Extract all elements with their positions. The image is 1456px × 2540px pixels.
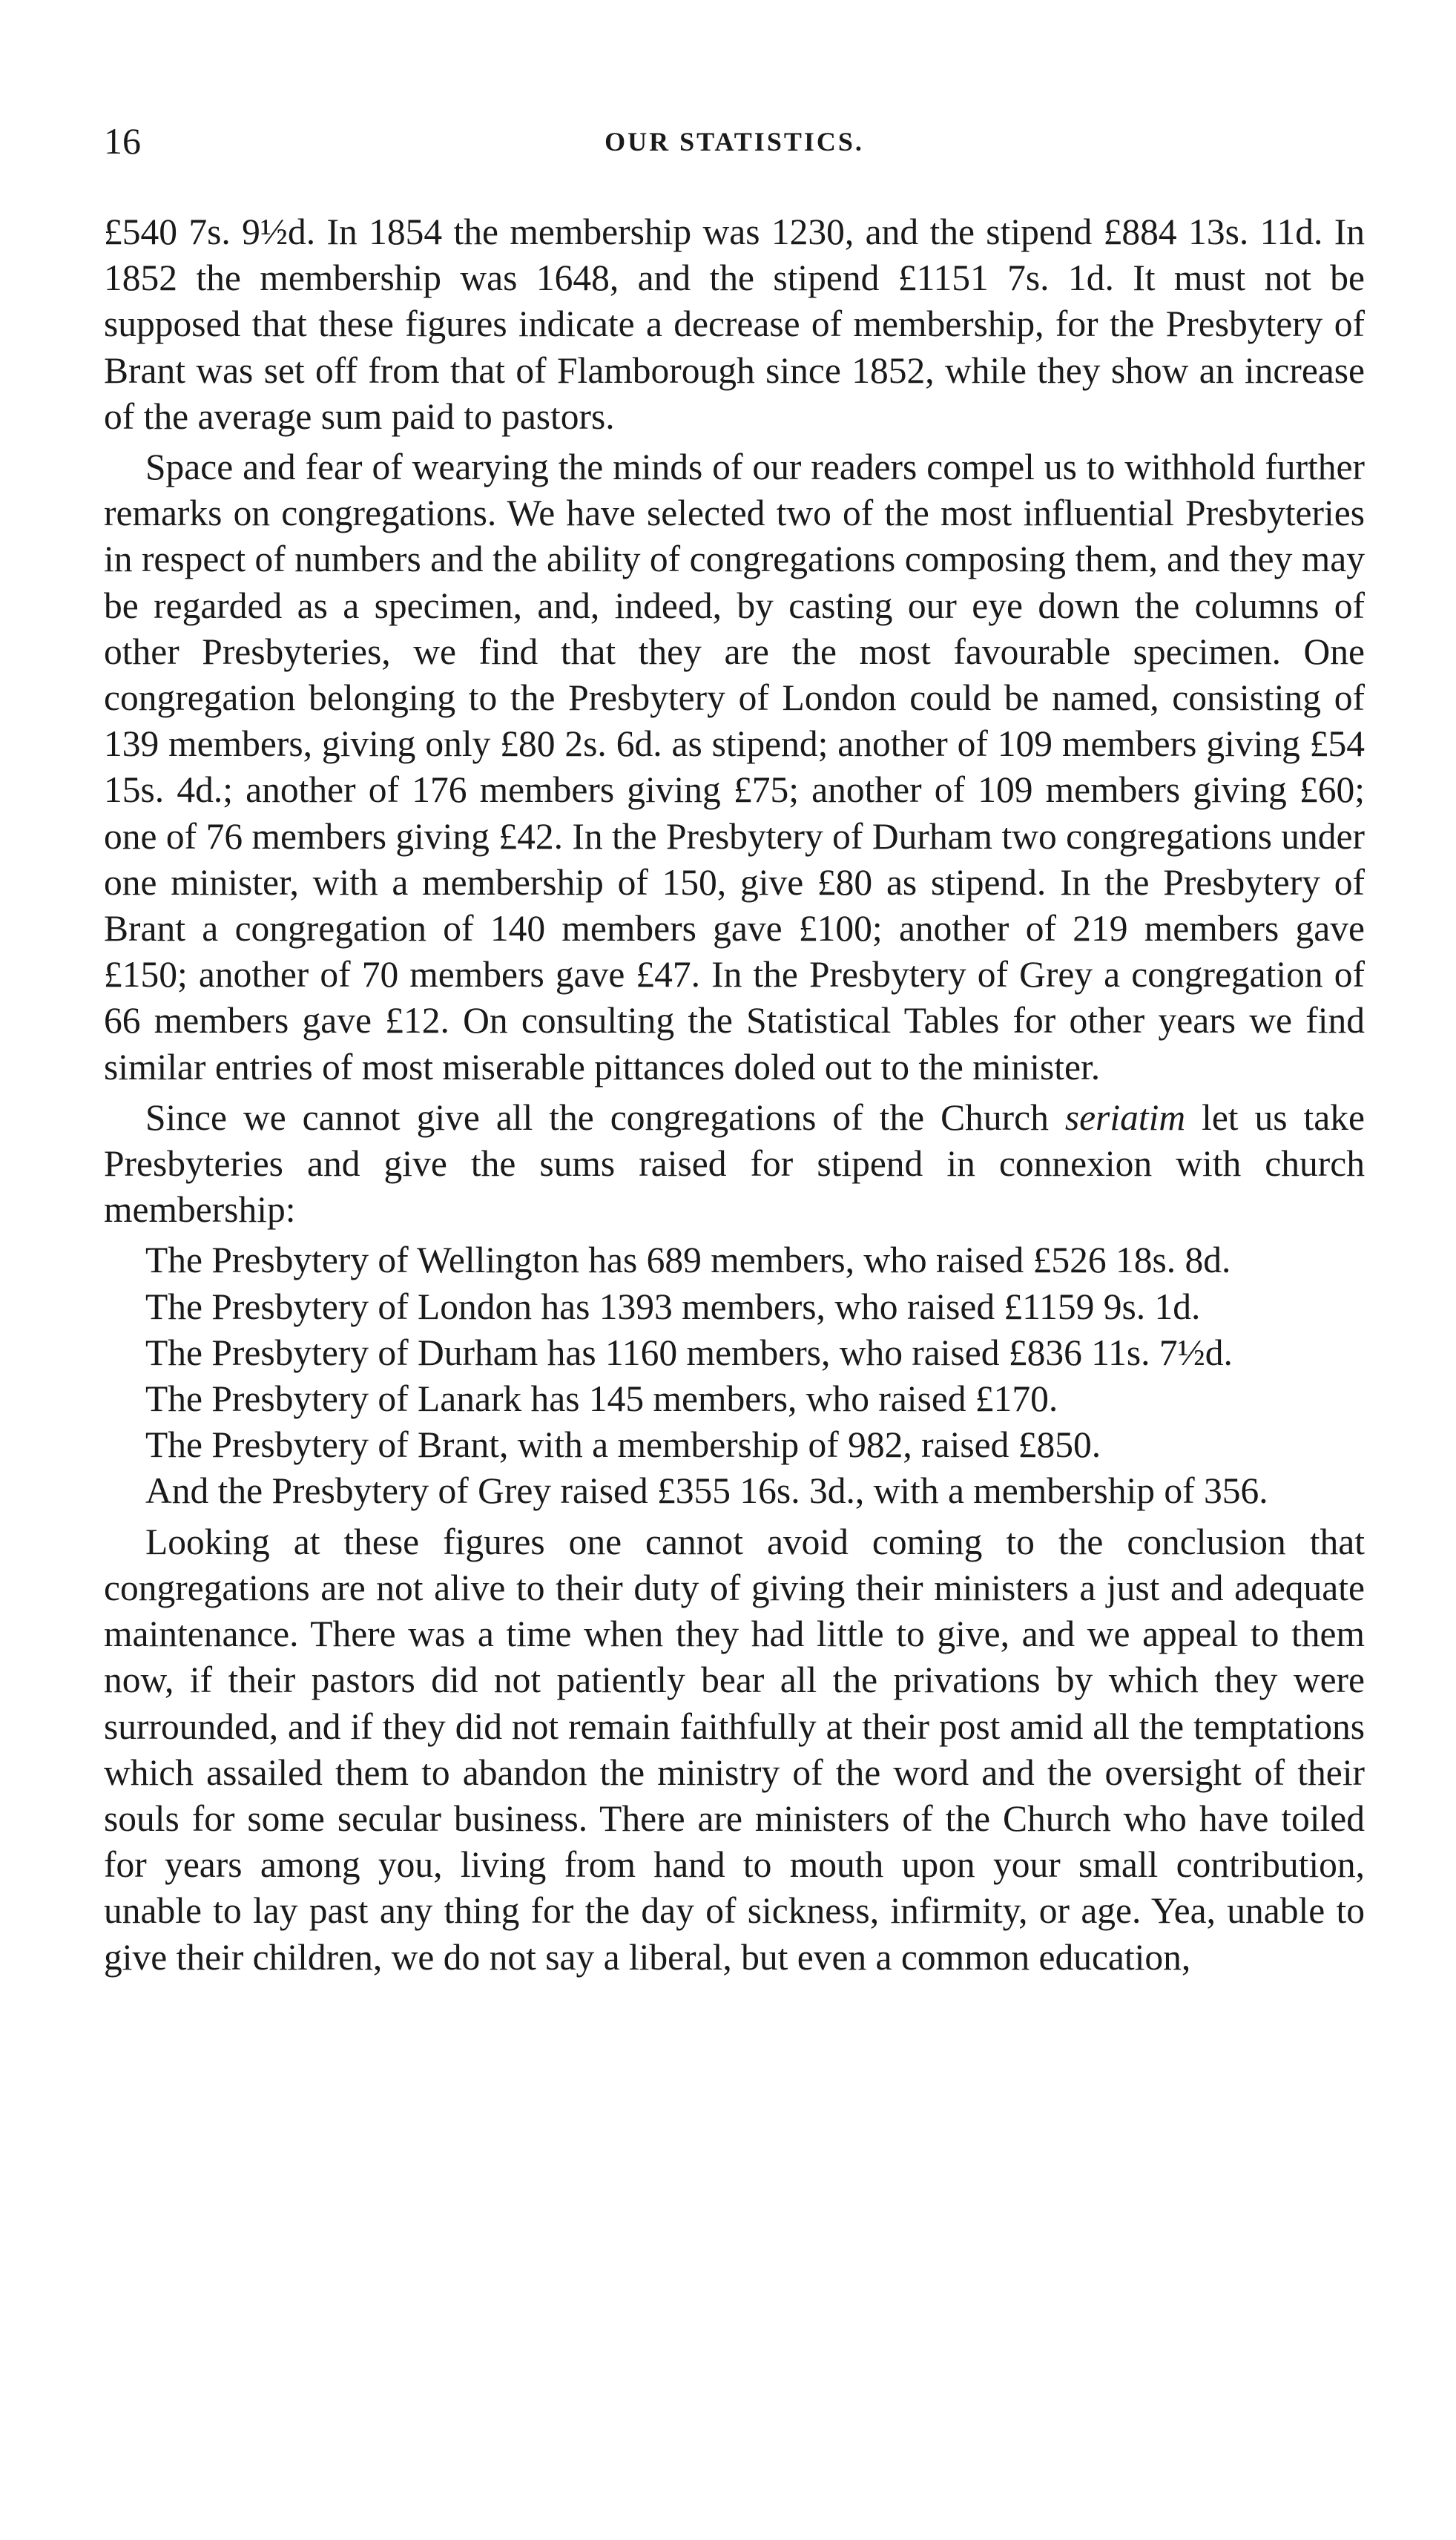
intro-text-after: let us take Presbyteries and give the sums raised for stipend in connexion with church membership:	[104, 1096, 1366, 1231]
body-text	[104, 209, 1365, 1981]
stat-entry-grey: And the Presbytery of Grey raised £355 16s. 3d., with a membership of 356.	[145, 1470, 1268, 1512]
stat-entry-london: The Presbytery of London has 1393 members, who raised £1159 9s. 1d.	[145, 1286, 1201, 1327]
paragraph-presbyteries-intro	[104, 1095, 1365, 1234]
running-head: OUR STATISTICS.	[605, 127, 864, 157]
stat-entry-brant: The Presbytery of Brant, with a membership of 982, raised £850.	[145, 1424, 1101, 1466]
book-page	[104, 119, 1365, 1985]
statistics-list	[104, 1237, 1365, 1514]
page-header	[104, 119, 1365, 171]
paragraph-conclusion: Looking at these figures one cannot avoid coming to the conclusion that congregations are not alive to their duty of giving their ministers a just and adequate maintenance. There was a time when they had little to give, and we appeal to them now, if their pastors did not patiently bear all the privations by which they were surrounded, and if they did not remain faithfully at their post amid all the temptations which assailed them to abandon the ministry of the word and the oversight of their souls for some secular business. There are ministers of the Church who have toiled for years among you, living from hand to mouth upon your small contribution, unable to lay past any thing for the day of sickness, infirmity, or age. Yea, unable to give their children, we do not say a liberal, but even a common education,	[104, 1521, 1365, 1978]
stat-entry-wellington: The Presbytery of Wellington has 689 members, who raised £526 18s. 8d.	[145, 1240, 1231, 1281]
paragraph-continued: £540 7s. 9½d. In 1854 the membership was 1230, and the stipend £884 13s. 11d. In 1852 the membership was 1648, and the stipend £1151 7s. 1d. It must not be supposed that these figures indicate a decrease of membership, for the Presbytery of Brant was set off from that of Flamborough since 1852, while they show an increase of the average sum paid to pastors.	[104, 211, 1365, 437]
italic-seriatim: seriatim	[1064, 1096, 1186, 1138]
stat-entry-durham: The Presbytery of Durham has 1160 members, who raised £836 11s. 7½d.	[145, 1332, 1233, 1373]
stat-entry-lanark: The Presbytery of Lanark has 145 members, who raised £170.	[145, 1378, 1058, 1420]
paragraph-congregations: Space and fear of wearying the minds of our readers compel us to withhold further remarks on congregations. We have selected two of the most influential Presbyteries in respect of numbers and the ability of congregations composing them, and they may be regarded as a specimen, and, indeed, by casting our eye down the columns of other Presbyteries, we find that they are the most favourable specimen. One congregation belonging to the Presbytery of London could be named, consisting of 139 members, giving only £80 2s. 6d. as stipend; another of 109 members giving £54 15s. 4d.; another of 176 members giving £75; another of 109 members giving £60; one of 76 members giving £42. In the Presbytery of Durham two congregations under one minister, with a membership of 150, give £80 as stipend. In the Presbytery of Brant a congregation of 140 members gave £100; another of 219 members gave £150; another of 70 members gave £47. In the Presbytery of Grey a congregation of 66 members gave £12. On consulting the Statistical Tables for other years we find similar entries of most miserable pittances doled out to the minister.	[104, 447, 1365, 1088]
intro-text-before: Since we cannot give all the congregations of the Church	[145, 1096, 1065, 1138]
page-number: 16	[104, 120, 141, 162]
